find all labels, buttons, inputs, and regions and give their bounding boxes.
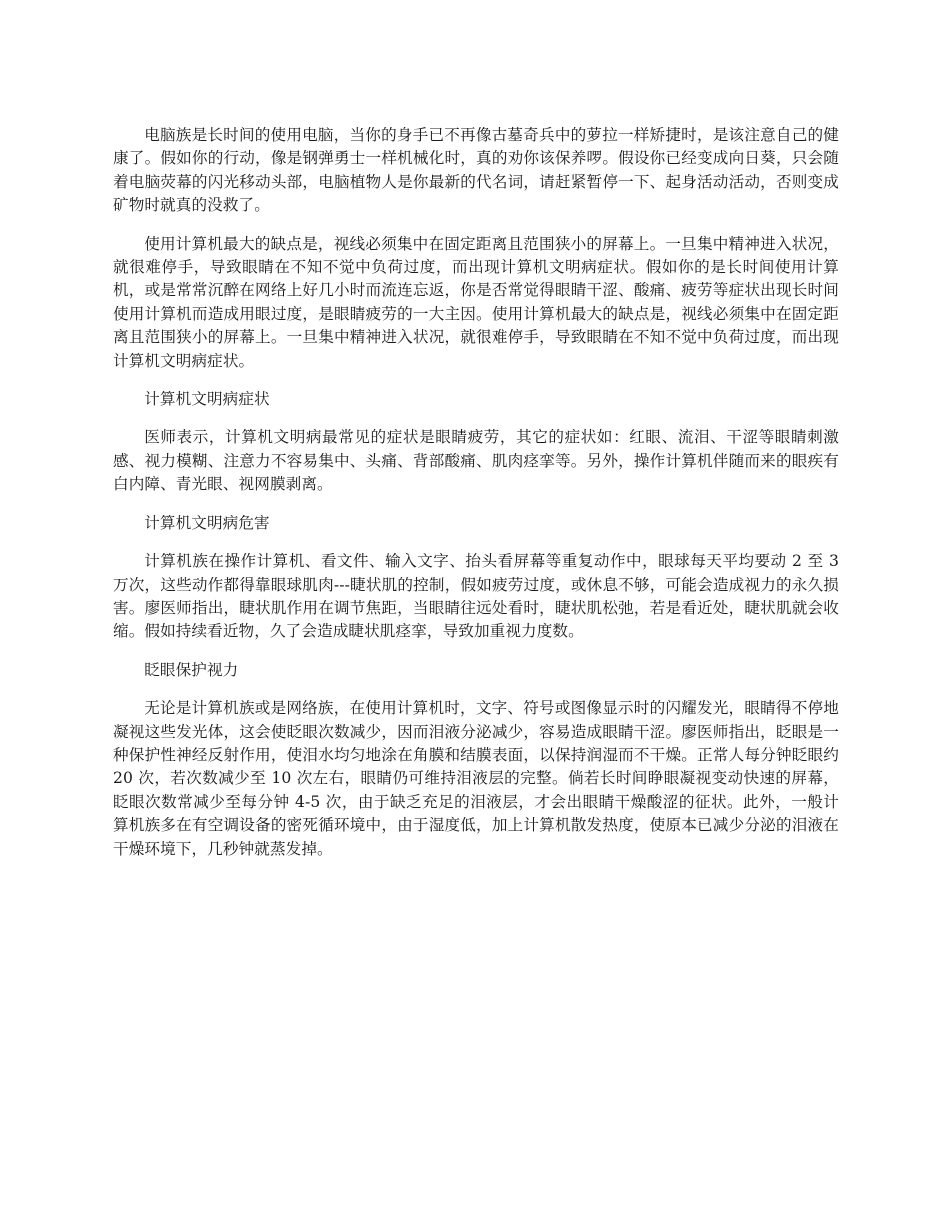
section-heading-blinking: 眨眼保护视力	[144, 660, 239, 679]
section-heading-harm: 计算机文明病危害	[144, 513, 270, 532]
screen-focus-paragraph: 使用计算机最大的缺点是，视线必须集中在固定距离且范围狭小的屏幕上。一旦集中精神进入状况，就很难停手，导致眼睛在不知不觉中负荷过度，而出现计算机文明病症状。假如你的是长时间使用计算机，或是常常沉醉在网络上好几小时而流连忘返，你是否常觉得眼睛干涩、酸痛、疲劳等症状出现长时间使用计算机而造成用眼过度，是眼睛疲劳的一大主因。使用计算机最大的缺点是，视线必须集中在固定距离且范围狭小的屏幕上。一旦集中精神进入状况，就很难停手，导致眼睛在不知不觉中负荷过度，而出现计算机文明病症状。	[113, 234, 839, 370]
section-heading-symptoms: 计算机文明病症状	[144, 390, 270, 409]
document-body	[113, 124, 839, 876]
blinking-paragraph: 无论是计算机族或是网络族，在使用计算机时，文字、符号或图像显示时的闪耀发光，眼睛得不停地凝视这些发光体，这会使眨眼次数减少，因而泪液分泌减少，容易造成眼睛干涩。廖医师指出，眨眼是一种保护性神经反射作用，使泪水均匀地涂在角膜和结膜表面，以保持润湿而不干燥。正常人每分钟眨眼约 20 次，若次数减少至 10 次左右，眼睛仍可维持泪液层的完整。倘若长时间睁眼凝视变动快速的屏幕，眨眼次数常减少至每分钟 4-5 次，由于缺乏充足的泪液层，才会出眼睛干燥酸涩的征状。此外，一般计算机族多在有空调设备的密死循环境中，由于湿度低，加上计算机散发热度，使原本已减少分泌的泪液在干燥环境下，几秒钟就蒸发掉。	[113, 699, 839, 858]
harm-paragraph: 计算机族在操作计算机、看文件、输入文字、抬头看屏幕等重复动作中，眼球每天平均要动 2 至 3 万次，这些动作都得靠眼球肌肉---睫状肌的控制，假如疲劳过度，或休息不够，可能会造成视力的永久损害。廖医师指出，睫状肌作用在调节焦距，当眼睛往远处看时，睫状肌松弛，若是看近处，睫状肌就会收缩。假如持续看近物，久了会造成睫状肌痉挛，导致加重视力度数。	[113, 552, 839, 641]
symptoms-paragraph: 医师表示，计算机文明病最常见的症状是眼睛疲劳，其它的症状如：红眼、流泪、干涩等眼睛刺激感、视力模糊、注意力不容易集中、头痛、背部酸痛、肌肉痉挛等。另外，操作计算机伴随而来的眼疾有白内障、青光眼、视网膜剥离。	[113, 428, 839, 494]
intro-paragraph: 电脑族是长时间的使用电脑，当你的身手已不再像古墓奇兵中的萝拉一样矫捷时，是该注意自己的健康了。假如你的行动，像是钢弹勇士一样机械化时，真的劝你该保养啰。假设你已经变成向日葵，只会随着电脑荧幕的闪光移动头部，电脑植物人是你最新的代名词，请赶紧暂停一下、起身活动活动，否则变成矿物时就真的没救了。	[113, 126, 839, 215]
